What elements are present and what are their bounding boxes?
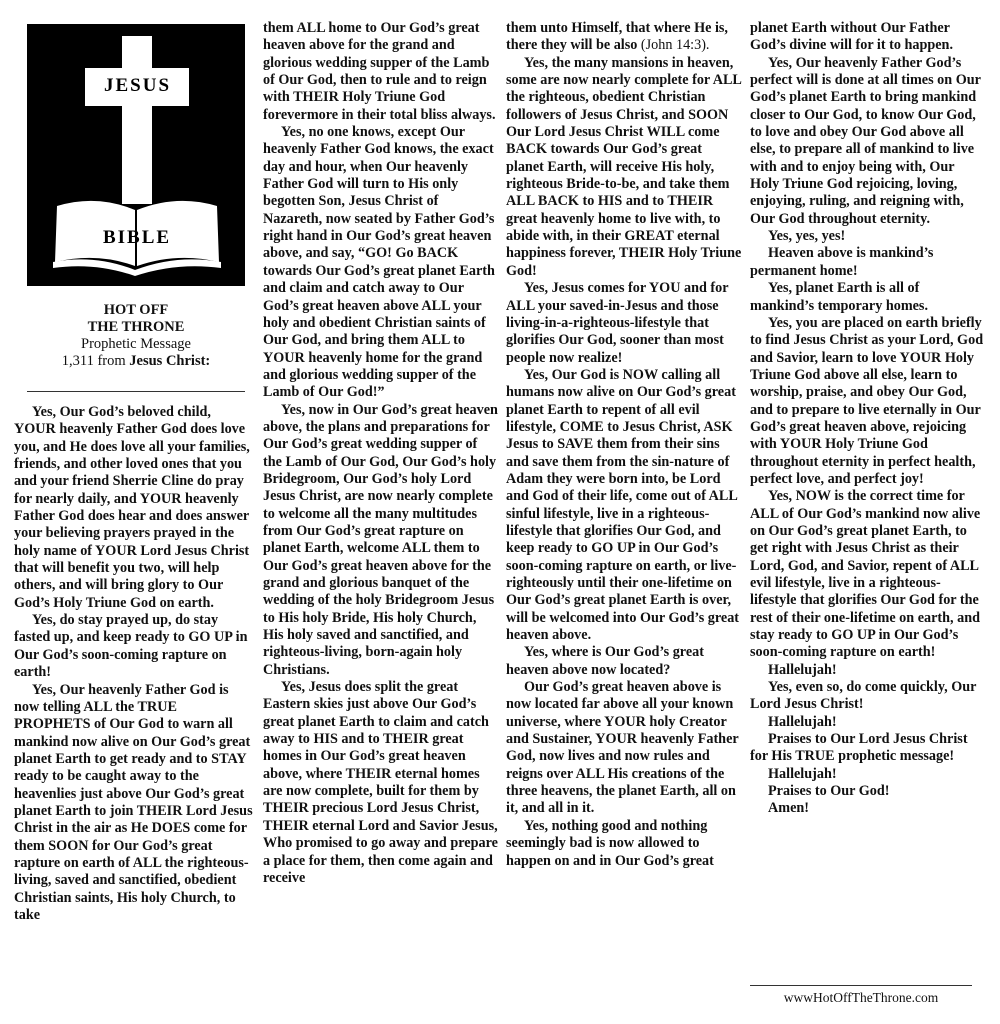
heading-line-4 (24, 353, 248, 370)
paragraph-text: them unto Himself, that where He is, there they will be also (506, 20, 728, 54)
paragraph: Yes, Our heavenly Father God is now telling ALL the TRUE PROPHETS of Our God to warn all mankind now alive on Our God’s great planet Earth to get ready and to STAY ready to be caught away to the heavenlies just above Our God’s great planet Earth to join THEIR Lord Jesus Christ in the air as He DOES come for them SOON for Our God’s great rapture on earth of ALL the righteous-living, saved and sanctified, obedient Christian saints, His holy Church, to take (14, 681, 253, 923)
paragraph: Yes, planet Earth is all of mankind’s temporary homes. (750, 280, 929, 314)
scripture-reference: (John 14:3). (640, 37, 710, 54)
book-text: BIBLE (102, 227, 172, 248)
website-url: wwwHotOffTheThrone.com (783, 990, 939, 1005)
paragraph (506, 20, 742, 55)
text-column-1 (14, 404, 254, 924)
paragraph: Yes, the many mansions in heaven, some are now nearly complete for ALL the righteous, obedient Christian followers of Jesus Christ, and SOON Our Lord Jesus Christ WILL come BACK towards Our God’s great planet Earth, will receive His holy, righteous Bride-to-be, and take them ALL BACK to HIS and to THEIR great heavenly home to live with, to abide with, in their GREAT eternal happiness forever, THEIR Holy Triune God! (506, 54, 742, 279)
divider-rule (27, 391, 245, 392)
paragraph: Hallelujah! (768, 765, 837, 782)
message-number: 1,311 from (61, 353, 130, 369)
paragraph: Yes, nothing good and nothing seemingly bad is now allowed to happen on and in Our God’s great (506, 817, 714, 869)
text-column-3 (506, 20, 742, 870)
paragraph: Hallelujah! (768, 661, 837, 678)
paragraph: Yes, Our heavenly Father God’s perfect will is done at all times on Our God’s planet Earth to bring mankind closer to Our God, to know Our God, to love and obey Our God above all else, to prepare all of mankind to live with and to enjoy being with, Our Holy Triune God rejoicing, loving, enjoying, ruling, and reigning with, Our God throughout eternity. (750, 54, 981, 227)
paragraph: Yes, Jesus does split the great Eastern skies just above Our God’s great planet Earth to claim and catch away to HIS and to THEIR great homes in Our God’s great heaven above, where THEIR eternal homes are now complete, built for them by THEIR precious Lord Jesus Christ, THEIR eternal Lord and Savior Jesus, Who promised to go away and prepare a place for them, then come again and receive (263, 679, 498, 886)
message-heading (24, 302, 248, 370)
paragraph: planet Earth without Our Father God’s divine will for it to happen. (750, 20, 953, 54)
paragraph: Yes, yes, yes! (768, 228, 846, 245)
paragraph: Our God’s great heaven above is now located far above all your known universe, where YOUR holy Creator and Sustainer, YOUR heavenly Father God, now lives and now rules and reigns over ALL His creations of the three heavens, the planet Earth, all on it, and all in it. (506, 679, 739, 817)
paragraph: Yes, now in Our God’s great heaven above, the plans and preparations for Our God’s great wedding supper of the Lamb of Our God, Our God’s holy Bridegroom, Our God’s holy Lord Jesus Christ, are now nearly complete to welcome all the many multitudes from Our God’s great rapture on planet Earth, welcome ALL them to Our God’s great heaven above for the grand and glorious banquet of the wedding of the holy Bridegroom Jesus to His holy Bride, His holy Church, His holy saved and sanctified, and righteous-living, born-again holy Christians. (263, 401, 498, 678)
paragraph: Heaven above is mankind’s permanent home! (750, 245, 934, 279)
paragraph: Yes, Our God is NOW calling all humans now alive on Our God’s great planet Earth to repent of all evil lifestyle, COME to Jesus Christ, ASK Jesus to SAVE them from their sins and save them from the sin-nature of Adam they were born into, be Lord and God of their life, come out of ALL sinful lifestyle, live in a righteous-lifestyle that glorifies Our God, and keep ready to GO UP in Our God’s soon-coming rapture on earth, or live-righteously until their one-lifetime on Our God’s great planet Earth is over, will be welcomed into Our God’s great heaven above. (506, 366, 740, 644)
heading-line-1: HOT OFF (103, 302, 169, 318)
jesus-bible-logo (27, 24, 245, 286)
paragraph: Yes, no one knows, except Our heavenly Father God knows, the exact day and hour, when Our heavenly Father God will turn to His only begotten Son, Jesus Christ of Nazareth, now seated by Father God’s right hand in Our God’s great heaven above, and say, “GO! Go BACK towards Our God’s great planet Earth and claim and catch away to Our God’s great heaven above ALL your holy and obedient Christian saints of Our God, and bring them ALL to YOUR heavenly home for the grand and glorious wedding supper of the Lamb of Our God!” (263, 124, 495, 401)
paragraph: Praises to Our God! (768, 783, 890, 800)
paragraph: Yes, you are placed on earth briefly to find Jesus Christ as your Lord, God and Savior, learn to love YOUR Holy Triune God above all else, learn to worship, praise, and obey Our God, and to prepare to live eternally in Our God’s great heaven above, rejoicing with YOUR Holy Triune God throughout eternity in perfect health, perfect love, and perfect joy! (750, 314, 984, 487)
paragraph: Yes, Our God’s beloved child, YOUR heavenly Father God does love you, and He does love all your families, friends, and other loved ones that you and your friend Sherrie Cline do pray for nearly daily, and YOUR heavenly Father God does hear and does answer your believing prayers prayed in the holy name of YOUR Lord Jesus Christ that will benefit you two, will help others, and will bring glory to Our God’s Holy Triune God on earth. (14, 404, 250, 611)
footer-divider-rule (750, 985, 972, 986)
paragraph: Yes, do stay prayed up, do stay fasted up, and keep ready to GO UP in Our God’s soon-coming rapture on earth! (14, 612, 248, 681)
cross-vertical (122, 36, 152, 204)
heading-line-2: THE THRONE (87, 319, 185, 335)
text-column-2 (263, 20, 499, 887)
paragraph: them ALL home to Our God’s great heaven above for the grand and glorious wedding supper of the Lamb of Our God, then to rule and to reign with THEIR Holy Triune God forevermore in their total bliss always. (263, 20, 496, 123)
paragraph: Yes, even so, do come quickly, Our Lord Jesus Christ! (750, 679, 977, 713)
paragraph: Amen! (768, 800, 809, 817)
paragraph: Yes, where is Our God’s great heaven above now located? (506, 644, 704, 678)
paragraph: Yes, Jesus comes for YOU and for ALL your saved-in-Jesus and those living-in-a-righteous-lifestyle that glorifies Our God, sooner than most people now realize! (506, 280, 729, 366)
text-column-4 (750, 20, 986, 818)
heading-line-3: Prophetic Message (81, 336, 191, 352)
paragraph: Praises to Our Lord Jesus Christ for His TRUE prophetic message! (750, 731, 968, 765)
paragraph: Yes, NOW is the correct time for ALL of Our God’s mankind now alive on Our God’s great planet Earth, to get right with Jesus Christ as their Lord, God, and Savior, repent of ALL evil lifestyle, live in a righteous-lifestyle that glorifies Our God for the rest of their one-lifetime on earth, and stay ready to GO UP in Our God’s soon-coming rapture on earth! (750, 488, 981, 661)
paragraph: Hallelujah! (768, 713, 837, 730)
message-source: Jesus Christ: (129, 353, 211, 369)
cross-text: JESUS (104, 75, 172, 96)
